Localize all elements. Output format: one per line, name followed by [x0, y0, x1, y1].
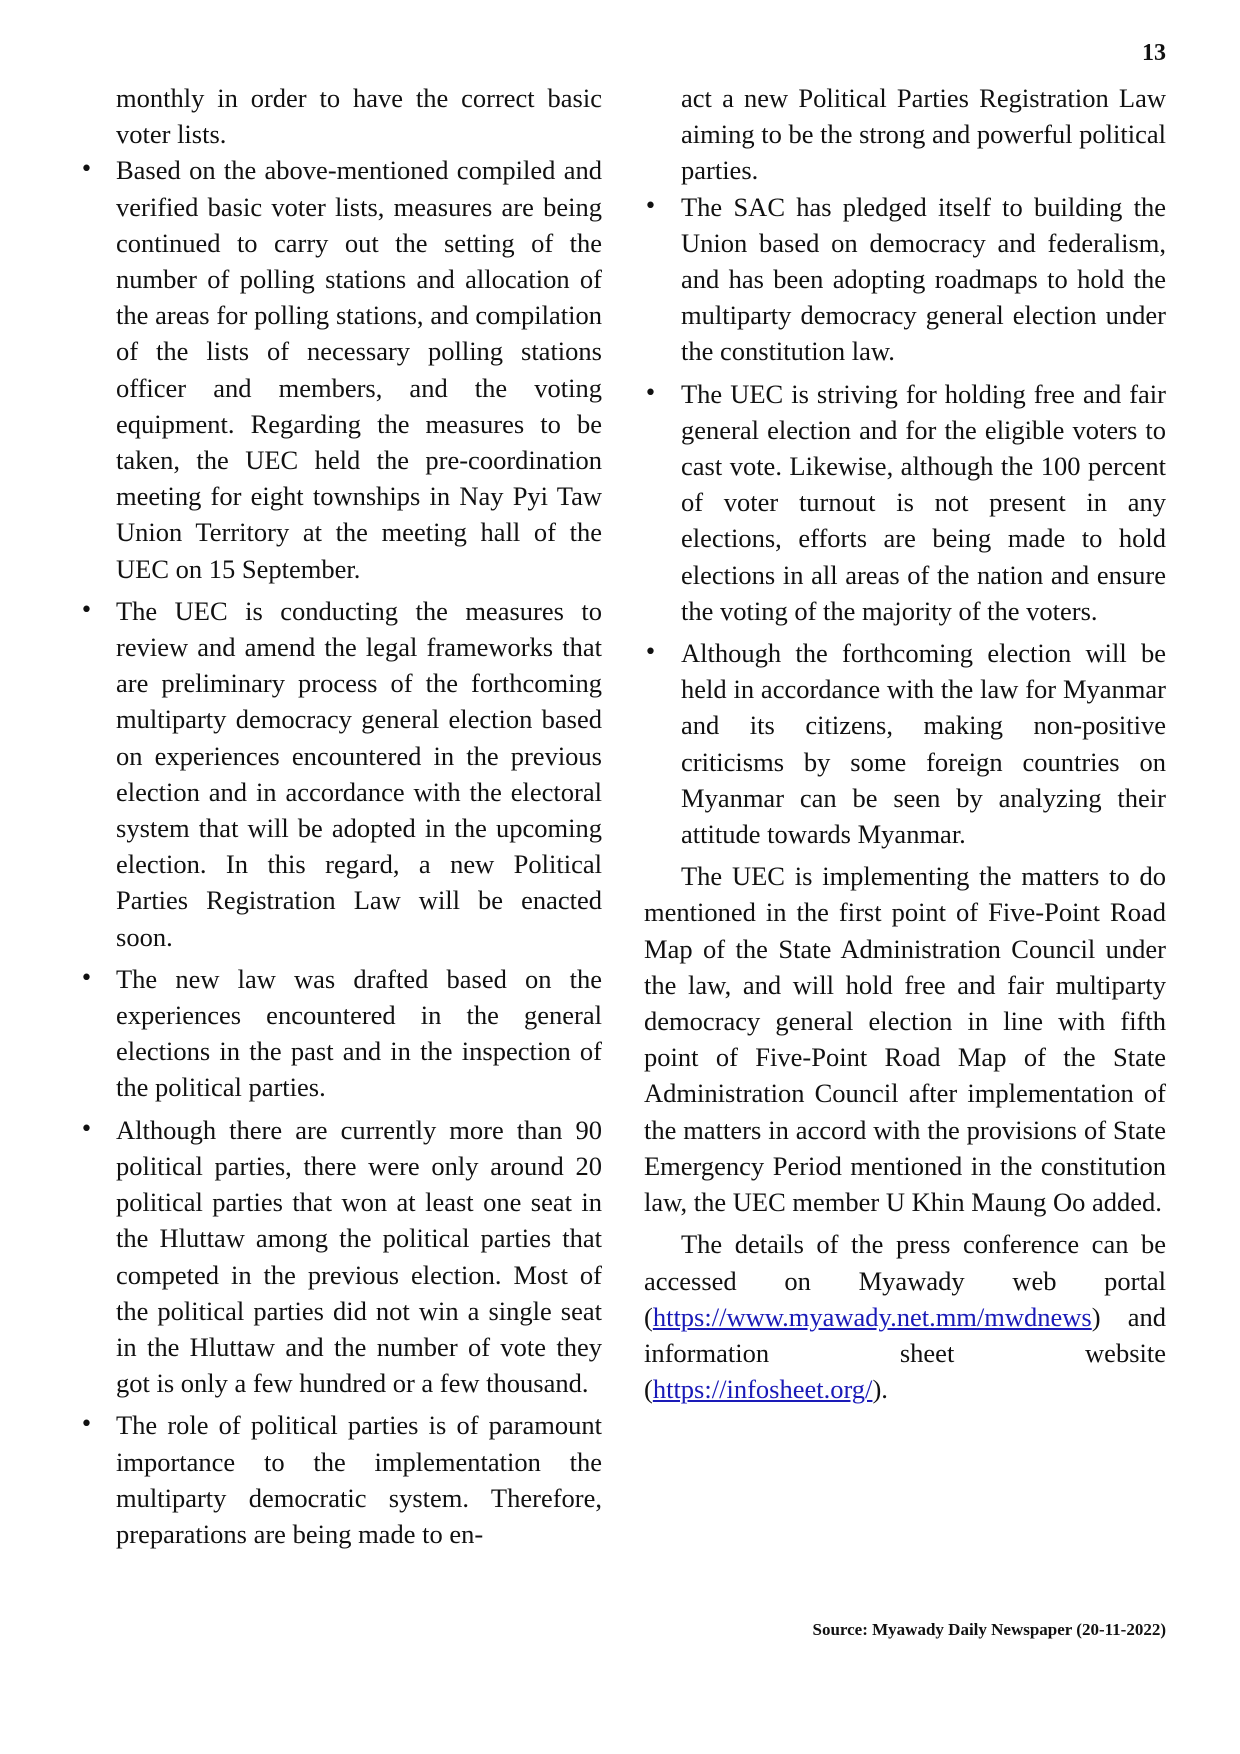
links-paragraph — [644, 1226, 1166, 1407]
bullet-item: • The role of political parties is of paramount importance to the implementation the multiparty democratic system. Therefore, preparations are being made to en- — [116, 1407, 602, 1552]
paragraph-text: ). — [872, 1374, 888, 1405]
bullet-item: • The SAC has pledged itself to building the Union based on democracy and federalism, and has been adopting roadmaps to hold the multiparty democracy general election under the constitution law. — [644, 189, 1166, 370]
left-continuation-text: monthly in order to have the correct basic voter lists. — [116, 83, 602, 150]
left-bullet-list — [116, 152, 602, 1552]
myawady-link[interactable]: https://www.myawady.net.mm/mwdnews — [652, 1301, 1092, 1332]
right-continuation-text: act a new Political Parties Registration Law aiming to be the strong and powerful political parties. — [681, 83, 1166, 186]
body-paragraph: The UEC is implementing the matters to do mentioned in the first point of Five-Point Road Map of the State Administration Council under the law, and will hold free and fair multiparty democracy general election in line with fifth point of Five-Point Road Map of the State Administration Council after implementation of the matters in accord with the provisions of State Emergency Period mentioned in the constitution law, the UEC member U Khin Maung Oo added. — [644, 861, 1166, 1218]
infosheet-link[interactable]: https://infosheet.org/ — [652, 1374, 873, 1405]
source-citation: Source: Myawady Daily Newspaper (20-11-2022) — [812, 1620, 1166, 1639]
right-bullet-list — [644, 189, 1166, 853]
paragraph-text: ) and information sheet website ( — [644, 1301, 1166, 1405]
page-number: 13 — [1142, 40, 1166, 66]
bullet-item: • The UEC is striving for holding free and fair general election and for the eligible voters to cast vote. Likewise, although the 100 percent of voter turnout is not present in any elections, efforts are being made to hold elections in all areas of the nation and ensure the voting of the majority of the voters. — [644, 376, 1166, 629]
bullet-item: • Based on the above-mentioned compiled and verified basic voter lists, measures are being continued to carry out the setting of the number of polling stations and allocation of the areas for polling stations, and compilation of the lists of necessary polling stations officer and members, and the voting equipment. Regarding the measures to be taken, the UEC held the pre-coordination meeting for eight townships in Nay Pyi Taw Union Territory at the meeting hall of the UEC on 15 September. — [116, 152, 602, 586]
left-column — [116, 80, 602, 1558]
paragraph-text: The details of the press conference can be accessed on Myawady web portal ( — [644, 1229, 1166, 1332]
bullet-item: • The new law was drafted based on the experiences encountered in the general elections in the past and in the inspection of the political parties. — [116, 961, 602, 1106]
bullet-item: • The UEC is conducting the measures to review and amend the legal frameworks that are preliminary process of the forthcoming multiparty democracy general election based on experiences encountered in the previous election and in accordance with the electoral system that will be adopted in the upcoming election. In this regard, a new Political Parties Registration Law will be enacted soon. — [116, 593, 602, 955]
bullet-item: • Although the forthcoming election will be held in accordance with the law for Myanmar and its citizens, making non-positive criticisms by some foreign countries on Myanmar can be seen by analyzing their attitude towards Myanmar. — [644, 635, 1166, 852]
bullet-item: • Although there are currently more than 90 political parties, there were only around 20 political parties that won at least one seat in the Hluttaw among the political parties that competed in the previous election. Most of the political parties did not win a single seat in the Hluttaw and the number of vote they got is only a few hundred or a few thousand. — [116, 1112, 602, 1402]
right-column — [644, 80, 1166, 1407]
